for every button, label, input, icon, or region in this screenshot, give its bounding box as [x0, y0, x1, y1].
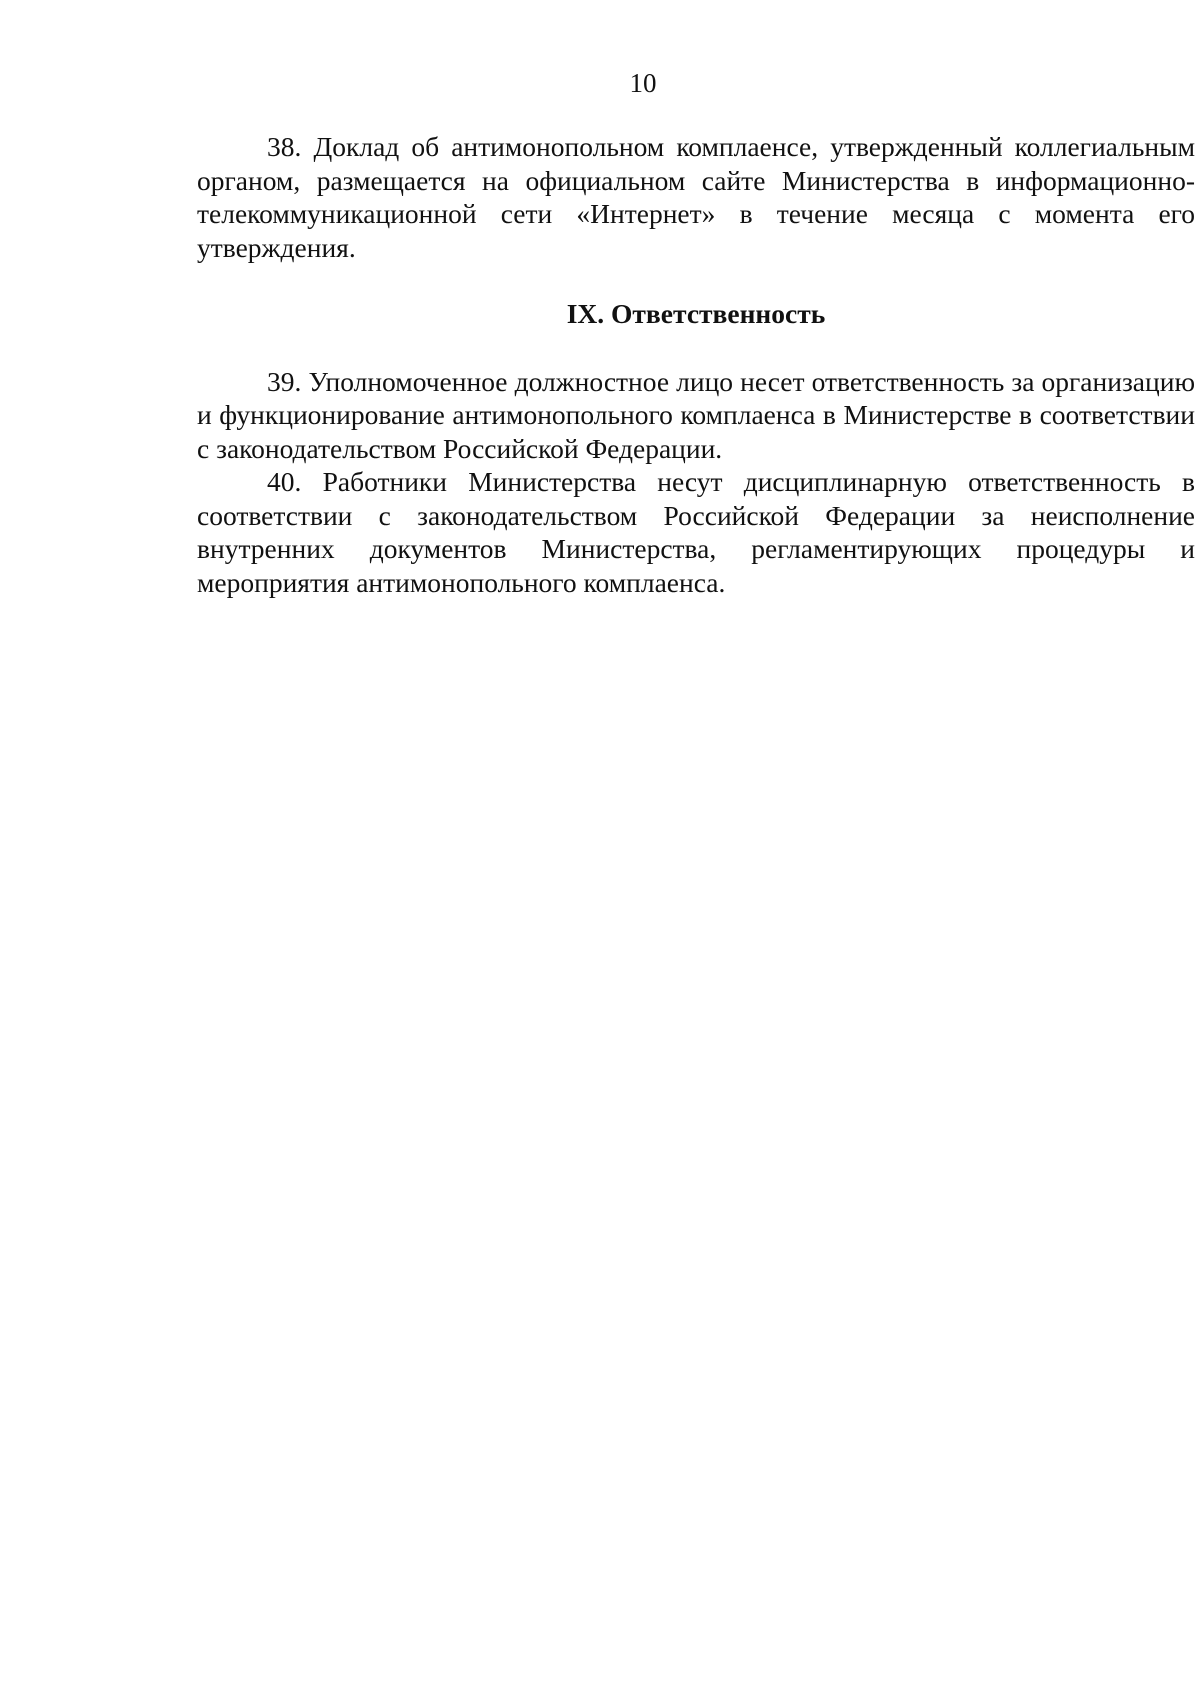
paragraph-38: 38. Доклад об антимонопольном комплаенсе, утвержденный коллегиальным органом, размещается на официальном сайте Министерства в информационно-телекоммуникационной сети «Интернет» в течение месяца с момента его утверждения.: [197, 131, 1195, 263]
document-body: [197, 130, 1195, 599]
page-number: 10: [629, 68, 657, 98]
section-title: IX. Ответственность: [566, 298, 826, 329]
paragraph-39: 39. Уполномоченное должностное лицо несет ответственность за организацию и функционирование антимонопольного комплаенса в Министерстве в соответствии с законодательством Российской Федерации.: [197, 365, 1195, 464]
paragraph-40: 40. Работники Министерства несут дисциплинарную ответственность в соответствии с законодательством Российской Федерации за неисполнение внутренних документов Министерства, регламентирующих процедуры и мероприятия антимонопольного комплаенса.: [197, 466, 1195, 598]
